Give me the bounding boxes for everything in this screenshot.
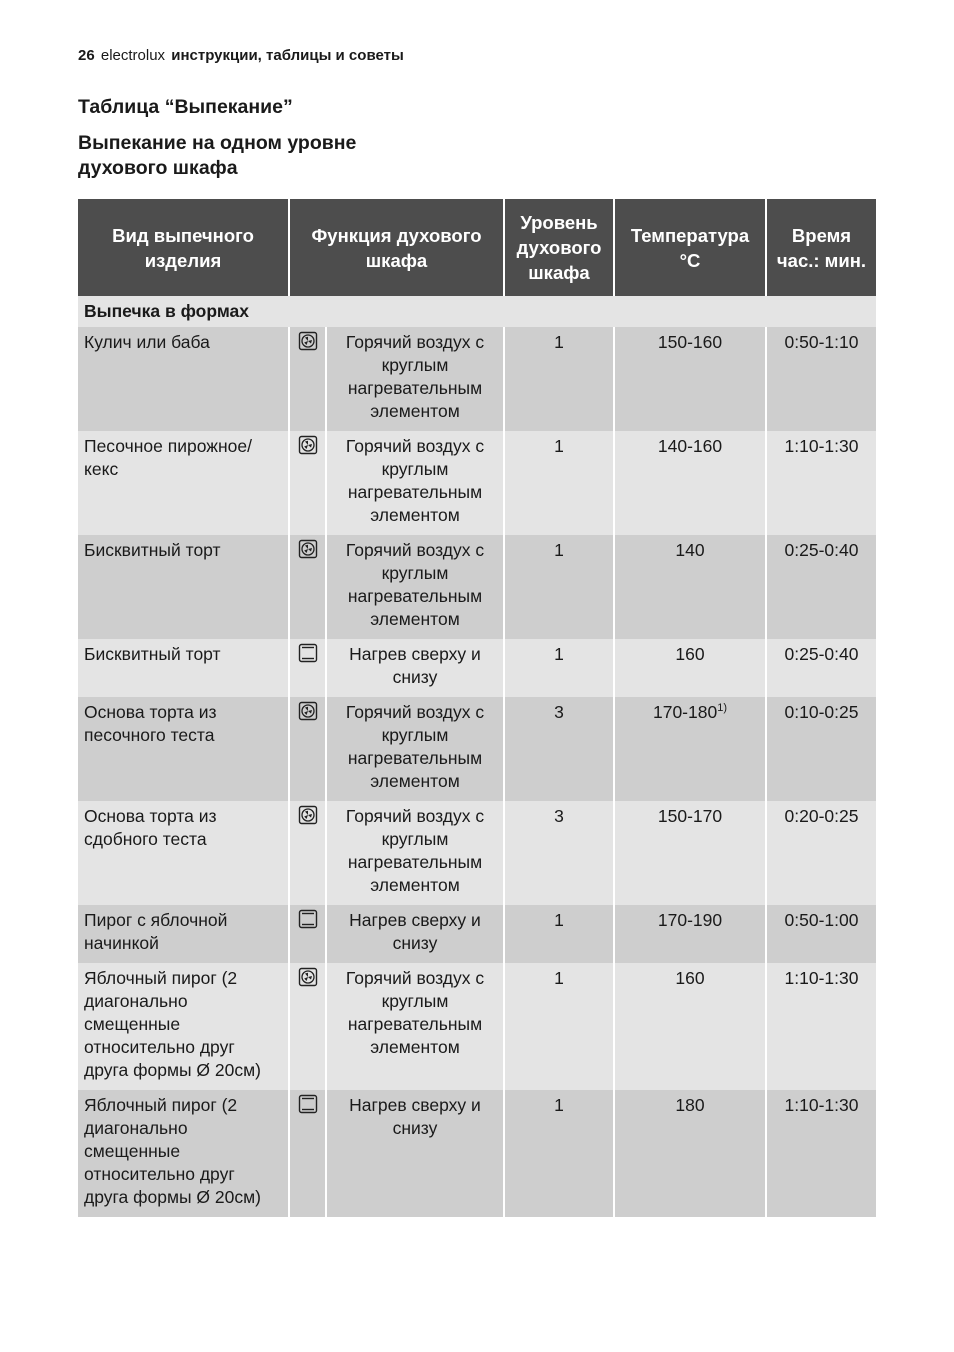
cell-function: Горячий воздух с круглым нагревательным элементом: [325, 431, 503, 535]
table-header-row: [78, 199, 876, 296]
top-bottom-heat-icon: [298, 1094, 318, 1114]
fan-ring-icon: [298, 539, 318, 559]
cell-temperature: [613, 327, 765, 431]
fan-ring-icon: [298, 701, 318, 721]
cell-product: Кулич или баба: [78, 327, 288, 431]
cell-function: Горячий воздух с круглым нагревательным элементом: [325, 697, 503, 801]
cell-time: 0:20-0:25: [765, 801, 876, 905]
cell-level: 1: [503, 431, 613, 535]
cell-time: 0:25-0:40: [765, 535, 876, 639]
col-header-level: Уровень духового шкафа: [503, 199, 613, 296]
cell-temperature: [613, 697, 765, 801]
cell-temperature: [613, 963, 765, 1090]
cell-time: 1:10-1:30: [765, 963, 876, 1090]
cell-time: 0:50-1:00: [765, 905, 876, 963]
table-row: [78, 327, 876, 431]
cell-product: Яблочный пирог (2 диагонально смещенные относительно друг друга формы Ø 20см): [78, 1090, 288, 1217]
temperature-value: 140: [675, 540, 705, 560]
cell-temperature: [613, 535, 765, 639]
cell-level: 3: [503, 801, 613, 905]
cell-product: Бисквитный торт: [78, 535, 288, 639]
page-number: 26: [78, 47, 95, 64]
page-subtitle: Выпекание на одном уровне духового шкафа: [78, 132, 357, 179]
temperature-value: 170-190: [657, 910, 723, 930]
temperature-value: 150-170: [657, 806, 723, 826]
cell-level: 1: [503, 905, 613, 963]
group-row: [78, 296, 876, 327]
cell-product: Бисквитный торт: [78, 639, 288, 697]
fan-ring-icon: [298, 805, 318, 825]
col-header-time: Время час.: мин.: [765, 199, 876, 296]
fan-ring-icon: [298, 967, 318, 987]
cell-function: Нагрев сверху и снизу: [325, 1090, 503, 1217]
cell-function-icon: [288, 963, 325, 1090]
temperature-value: 140-160: [657, 436, 723, 456]
cell-level: 1: [503, 1090, 613, 1217]
cell-function-icon: [288, 535, 325, 639]
cell-temperature: [613, 801, 765, 905]
running-head: [78, 47, 404, 64]
cell-product: Яблочный пирог (2 диагонально смещенные относительно друг друга формы Ø 20см): [78, 963, 288, 1090]
top-bottom-heat-icon: [298, 909, 318, 929]
temperature-value: 180: [675, 1095, 705, 1115]
cell-function: Горячий воздух с круглым нагревательным элементом: [325, 963, 503, 1090]
temperature-value: 160: [675, 644, 705, 664]
brand-name: electrolux: [100, 47, 166, 64]
temperature-value: 150-160: [657, 332, 723, 352]
cell-time: 0:10-0:25: [765, 697, 876, 801]
cell-function: Горячий воздух с круглым нагревательным элементом: [325, 535, 503, 639]
cell-time: 0:50-1:10: [765, 327, 876, 431]
col-header-function: Функция духового шкафа: [288, 199, 503, 296]
table-row: [78, 963, 876, 1090]
cell-function-icon: [288, 431, 325, 535]
temperature-value: 170-180: [652, 702, 718, 722]
cell-function-icon: [288, 801, 325, 905]
cell-time: 1:10-1:30: [765, 431, 876, 535]
cell-function: Горячий воздух с круглым нагревательным элементом: [325, 801, 503, 905]
cell-level: 1: [503, 535, 613, 639]
cell-product: Песочное пирожное/ кекс: [78, 431, 288, 535]
page-title: Таблица “Выпекание”: [78, 96, 293, 118]
cell-temperature: [613, 1090, 765, 1217]
cell-function: Нагрев сверху и снизу: [325, 905, 503, 963]
cell-time: 1:10-1:30: [765, 1090, 876, 1217]
col-header-product: Вид выпечного изделия: [78, 199, 288, 296]
table-row: [78, 697, 876, 801]
footnote-marker: 1): [717, 702, 727, 714]
section-title: инструкции, таблицы и советы: [171, 47, 404, 64]
cell-product: Пирог с яблочной начинкой: [78, 905, 288, 963]
table-row: [78, 905, 876, 963]
cell-product: Основа торта из песочного теста: [78, 697, 288, 801]
cell-function-icon: [288, 1090, 325, 1217]
top-bottom-heat-icon: [298, 643, 318, 663]
group-label: Выпечка в формах: [78, 296, 876, 327]
cell-temperature: [613, 905, 765, 963]
table-row: [78, 639, 876, 697]
cell-level: 1: [503, 963, 613, 1090]
cell-level: 1: [503, 327, 613, 431]
table-row: [78, 801, 876, 905]
table-row: [78, 431, 876, 535]
cell-function-icon: [288, 905, 325, 963]
cell-temperature: [613, 431, 765, 535]
baking-table: [78, 199, 876, 1217]
fan-ring-icon: [298, 435, 318, 455]
cell-level: 1: [503, 639, 613, 697]
cell-function-icon: [288, 639, 325, 697]
fan-ring-icon: [298, 331, 318, 351]
cell-temperature: [613, 639, 765, 697]
table-row: [78, 1090, 876, 1217]
temperature-value: 160: [675, 968, 705, 988]
cell-function-icon: [288, 697, 325, 801]
cell-level: 3: [503, 697, 613, 801]
cell-function: Нагрев сверху и снизу: [325, 639, 503, 697]
cell-function-icon: [288, 327, 325, 431]
cell-function: Горячий воздух с круглым нагревательным элементом: [325, 327, 503, 431]
col-header-temperature: Температура °C: [613, 199, 765, 296]
table-row: [78, 535, 876, 639]
cell-product: Основа торта из сдобного теста: [78, 801, 288, 905]
cell-time: 0:25-0:40: [765, 639, 876, 697]
